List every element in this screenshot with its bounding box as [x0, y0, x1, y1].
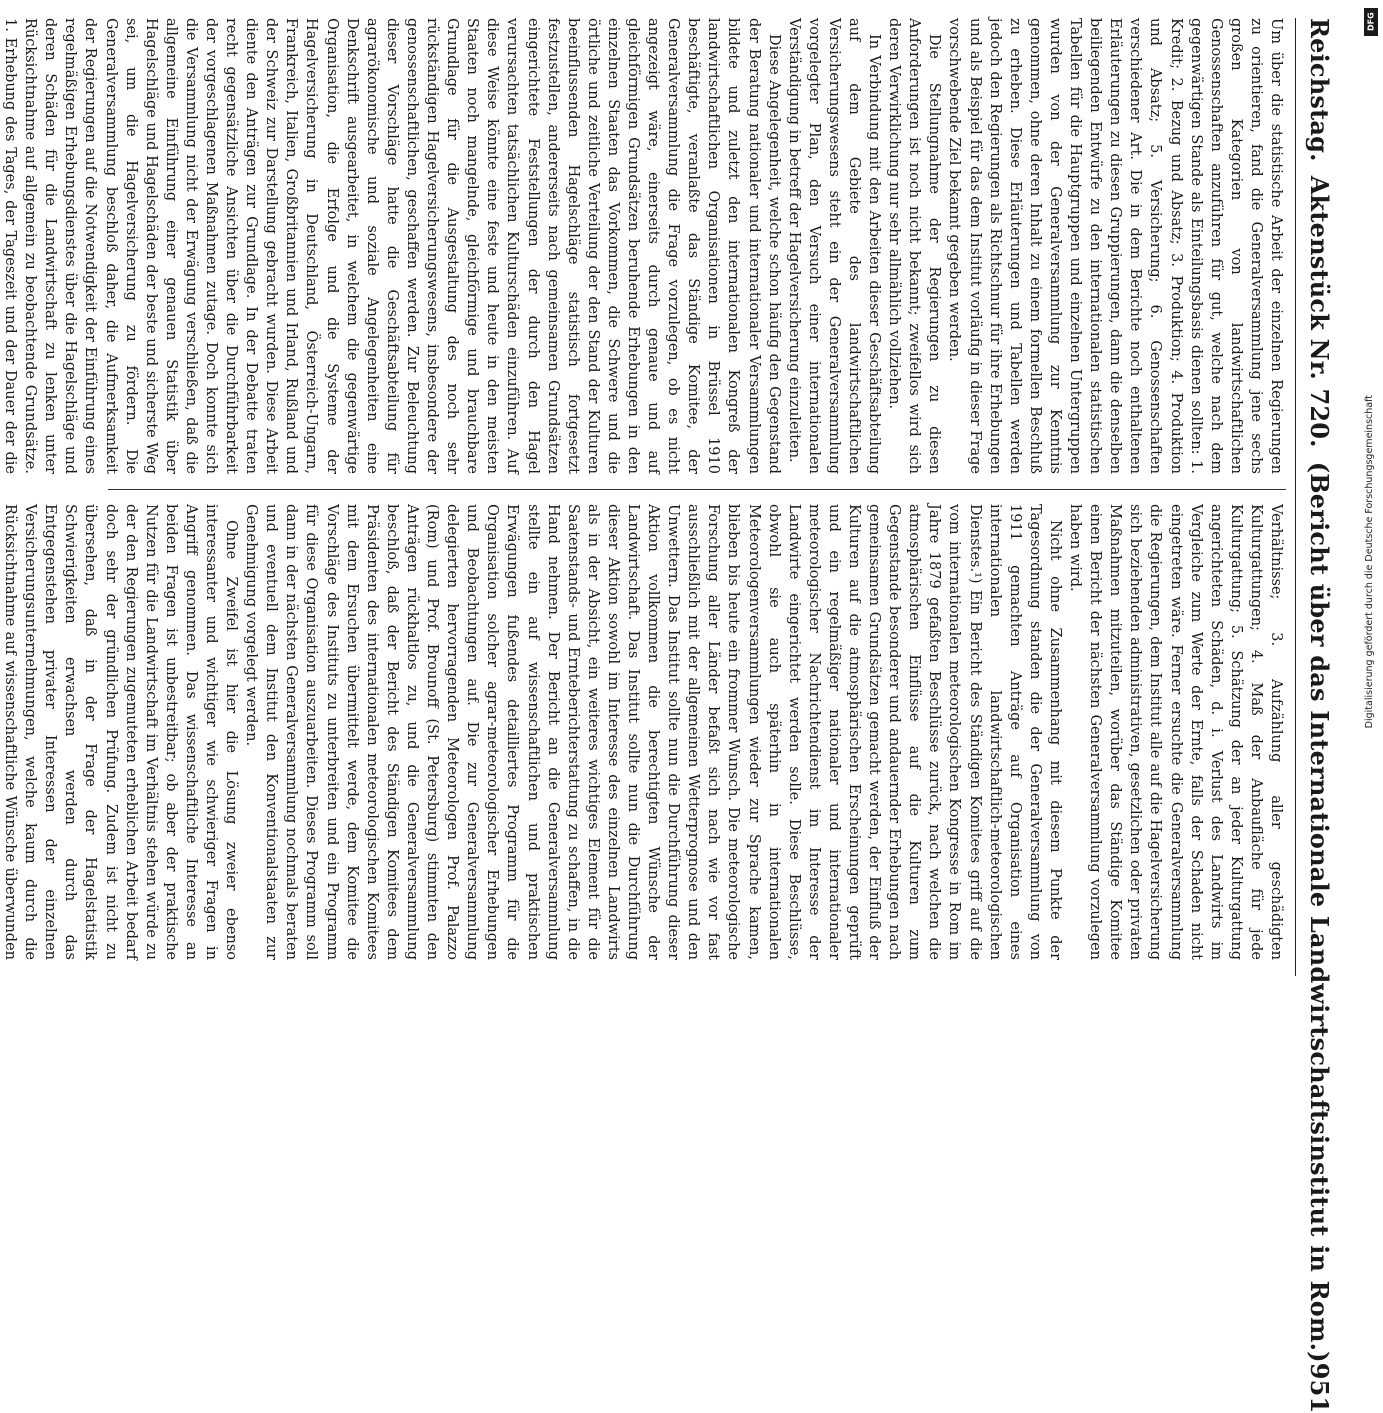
left-paragraph-1: Um über die statistische Arbeit der einzelnen Regierungen zu orientieren, fand die Generalversammlung jene sechs großen Kategorien von landwirtschaftlichen Genossenschaften anzuführen für gut, welche nach dem gegenwärtigen Stande als Einteilungsbasis dienen sollten: 1. Kredit; 2. Bezug und Absatz; 3. Produktion; 4. Produktion und Absatz; 5. Versicherung; 6. Genossenschaften verschiedener Art. Die in dem Berichte noch enthaltenen Erläuterungen zu diesen Gruppierungen, dann die denselben beiliegenden Entwürfe zu den internationalen statistischen Tabellen für die Hauptgruppen und einzelnen Untergruppen wurden von der Generalversammlung zur Kenntnis genommen, ohne deren Inhalt zu einem formellen Beschluß zu erheben. Diese Erläuterungen und Tabellen werden jedoch den Regierungen als Richtschnur für ihre Erhebungen und als Beispiel für das dem Institut vorläufig in dieser Frage vorschwebende Ziel bekannt gegeben werden. [946, 18, 1284, 474]
right-column [0, 504, 1286, 960]
left-column [0, 18, 1286, 474]
right-paragraph-2: Nicht ohne Zusammenhang mit diesem Punkte der Tagesordnung standen die der Generalversammlung von 1911 gemachten Anträge auf Organisation eines internationalen landwirtschaftlich-meteorologischen Dienstes.¹) Ein Bericht des Ständigen Komitees griff auf die vom internationalen meteorologischen Kongresse in Rom im Jahre 1879 gefaßten Beschlüsse zurück, nach welchen die atmosphärischen Einflüsse auf die Kulturen zum Gegenstande besonderer und andauernder Erhebungen nach gemeinsamen Grundsätzen gemacht werden, der Einfluß der Kulturen auf die atmosphärischen Erscheinungen geprüft und ein regelmäßiger nationaler und internationaler meteorologischer Nachrichtendienst im Interesse der Landwirte eingerichtet werden solle. Diese Beschlüsse, obwohl sie auch späterhin in internationalen Meteorologenversammlungen wieder zur Sprache kamen, blieben bis heute ein frommer Wunsch. Die meteorologische Forschung aller Länder befaßt sich nach wie vor fast ausschließlich mit der allgemeinen Wetterprognose und den Unwettern. Das Institut sollte nun die Durchführung dieser Aktion vollkommen die berechtigten Wünsche der Landwirtschaft. Das Institut sollte nun die Durchführung dieser Aktion sowohl im Interesse des einzelnen Landwirts als in der Absicht, ein weiteres wichtiges Element für die Saatenstands- und Ernteberichterstattung zu schaffen, in die Hand nehmen. Der Bericht an die Generalversammlung stellte ein auf wissenschaftlichen und praktischen Erwägungen fußendes detailliertes Programm für die Organisation solcher agrar-meteorologischer Erhebungen und Beobachtungen auf. Die zur Generalversammlung delegierten hervorragenden Meteorologen Prof. Palazzo (Rom) und Prof. Brounoff (St. Petersburg) stimmten den Anträgen rückhaltlos zu, und die Generalversammlung beschloß, daß der Bericht des Ständigen Komitees dem Präsidenten des internationalen meteorologischen Komitees mit dem Ersuchen übermittelt werde, dem Komitee die Vorschläge des Instituts zu unterbreiten und ein Programm für diese Organisation auszuarbeiten. Dieses Programm soll dann in der nächsten Generalversammlung nochmals beraten und eventuell dem Institut den Konventionalstaaten zur Genehmigung vorgelegt werden. [243, 504, 1063, 960]
digitization-credit: Digitalisierung gefördert durch die Deutsche Forschungsgemeinschaft [1364, 394, 1375, 728]
header-left-title: Reichstag. [1305, 18, 1335, 162]
dfg-logo: DFG [1364, 8, 1378, 36]
left-paragraph-2: Die Stellungnahme der Regierungen zu diesen Anforderungen ist noch nicht bekannt; zweifellos wird sich deren Verwirklichung nur sehr allmählich vollziehen. [886, 18, 943, 474]
header-doc-ref: Aktenstück Nr. 720. [1305, 175, 1335, 448]
right-paragraph-3: Ohne Zweifel ist hier die Lösung zweier ebenso interessanter und wichtiger wie schwieriger Fragen in Angriff genommen. Das wissenschaftliche Interesse an beiden Fragen ist unbestreitbar; ob aber der praktische Nutzen für die Landwirtschaft im Verhältnis stehen würde zu der den Regierungen zugemuteten erheblichen Arbeit bedarf doch sehr der gründlichen Prüfung. Zudem ist nicht zu übersehen, daß in der Frage der Hagelstatistik Schwierigkeiten erwachsen werden durch das Entgegenstehen privater Interessen der einzelnen Versicherungsunternehmungen, welche kaum durch die Rücksichtnahme auf wissenschaftliche Wünsche überwunden [2, 504, 240, 960]
page-number: 951 [1305, 1362, 1335, 1413]
header-rule [1295, 18, 1296, 976]
rotated-document-page [2, 18, 1340, 1413]
side-credit-area [1364, 8, 1380, 998]
header-report-title: (Bericht über das Internationale Landwirtschaftsinstitut in Rom.) [1305, 461, 1335, 1363]
column-divider [108, 489, 1286, 490]
right-paragraph-1: Verhältnisse; 3. Aufzählung aller geschädigten Kulturgattungen; 4. Maß der Anbaufläche für jede Kulturgattung; 5. Schätzung der an jeder Kulturgattung angerichteten Schäden, d. i. Verlust des Landwirts im Vergleiche zum Werte der Ernte, falls der Schaden nicht eingetreten wäre. Ferner ersuchte die Generalversammlung die Regierungen, dem Institut alle auf die Hagelversicherung sich beziehenden administrativen, gesetzlichen oder privaten Maßnahmen mitzuteilen, worüber das Ständige Komitee einen Bericht der nächsten Generalversammlung vorzulegen haben wird. [1067, 504, 1284, 960]
page-header [1300, 18, 1340, 1413]
left-paragraph-3: In Verbindung mit den Arbeiten dieser Geschäftsabteilung auf dem Gebiete des landwirtschaftlichen Versicherungswesens steht ein der Generalversammlung vorgelegter Plan, den Versuch einer internationalen Verständigung in betreff der Hagelversicherung einzuleiten. [785, 18, 883, 474]
left-paragraph-4: Diese Angelegenheit, welche schon häufig den Gegenstand der Beratung nationaler und internationaler Versammlungen bildete und zuletzt den internationalen Kongreß der landwirtschaftlichen Organisationen in Brüssel 1910 beschäftigte, veranlaßte das Ständige Komitee, der Generalversammlung die Frage vorzulegen, ob es nicht angezeigt wäre, einerseits durch genaue und auf gleichförmigen Grundsätzen beruhende Erhebungen in den einzelnen Staaten das Vorkommen, die Schwere und die örtliche und zeitliche Verteilung der den Stand der Kulturen beeinflussenden Hagelschläge statistisch fortgesetzt festzustellen, andererseits nach gemeinsamen Grundsätzen eingerichtete Feststellungen der durch den Hagel verursachten tatsächlichen Kulturschäden einzuführen. Auf diese Weise könnte eine feste und heute in den meisten Staaten noch mangelnde, gleichförmige und brauchbare Grundlage für die Ausgestaltung des noch sehr rückständigen Hagelversicherungswesens, insbesondere der genossenschaftlichen, geschaffen werden. Zur Beleuchtung dieser Vorschläge hatte die Geschäftsabteilung für agrarökonomische und soziale Angelegenheiten eine Denkschrift ausgearbeitet, in welchem die gegenwärtige Organisation, die Erfolge und die Systeme der Hagelversicherung in Deutschland, Österreich-Ungarn, Frankreich, Italien, Großbritannien und Irland, Rußland und der Schweiz zur Darstellung gebracht wurden. Diese Arbeit diente den Anträgen zur Grundlage. In der Debatte traten recht gegensätzliche Ansichten über die Durchführbarkeit der vorgeschlagenen Maßnahmen zutage. Doch konnte sich die Versammlung nicht der Erwägung verschließen, daß die allgemeine Einführung einer genauen Statistik über Hagelschläge und Hagelschäden der beste und sicherste Weg sei, um die Hagelversicherung zu fördern. Die Generalversammlung beschloß daher, die Aufmerksamkeit der Regierungen auf die Notwendigkeit der Einführung eines regelmäßigen Erhebungsdienstes über die Hagelschläge und deren Schäden für die Landwirtschaft zu lenken unter Rücksichtnahme auf allgemein zu beobachtende Grundsätze. 1. Erhebung des Tages, der Tageszeit und der Dauer der die [2, 18, 782, 474]
